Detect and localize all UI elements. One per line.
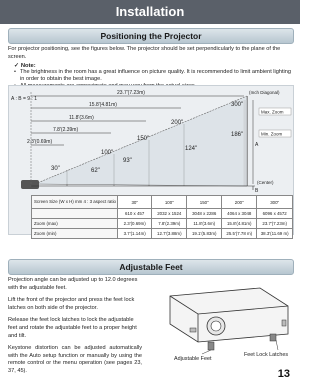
table-row xyxy=(32,196,293,209)
center-label: (Center) xyxy=(257,180,274,185)
adjustable-feet-label: Adjustable Feet xyxy=(174,356,212,362)
distance-table xyxy=(31,195,293,239)
latch-icon xyxy=(282,320,286,326)
table-cell: 7.8'(2.39m) xyxy=(152,219,187,229)
distance-100: 7.8'(2.39m) xyxy=(53,127,79,133)
table-cell: 6096 x 4572 xyxy=(257,209,293,219)
size-200: 200" xyxy=(171,120,184,126)
table-cell: 610 x 457 xyxy=(117,209,151,219)
table-cell: 3.7'(1.14m) xyxy=(117,229,151,239)
note-label: Note: xyxy=(20,63,36,69)
distance-150: 11.8'(3.6m) xyxy=(69,115,94,121)
table-cell: 11.8'(3.6m) xyxy=(187,219,222,229)
latch-icon xyxy=(190,328,196,332)
feet-paragraph: Projection angle can be adjusted up to 12.0 degrees with the adjustable feet. xyxy=(8,277,138,291)
max-zoom-label: Max. Zoom xyxy=(261,109,284,115)
column-header: 100" xyxy=(152,196,187,209)
table-cell: 2032 x 1524 xyxy=(152,209,187,219)
size-300: 300" xyxy=(231,102,244,108)
zoom-min-label: Zoom (min) xyxy=(32,229,118,239)
table-cell: 19.1'(5.83m) xyxy=(187,229,222,239)
page-number: 13 xyxy=(277,368,290,380)
table-cell: 4064 x 3048 xyxy=(222,209,257,219)
label-b: B xyxy=(255,188,259,194)
screen-size-header: Screen Size (W x H) mm 4 : 3 aspect ratio xyxy=(32,196,118,209)
table-row xyxy=(32,229,293,239)
table-cell: 25.5'(7.78 m) xyxy=(222,229,257,239)
adjustable-foot-icon xyxy=(208,342,214,350)
projector-feet-illustration xyxy=(150,276,296,360)
table-cell: 3048 x 2286 xyxy=(187,209,222,219)
column-header: 150" xyxy=(187,196,222,209)
size-62: 62" xyxy=(91,168,100,174)
size-30: 30" xyxy=(51,166,60,172)
feet-lock-latches-label: Feet Lock Latches xyxy=(244,352,289,358)
table-row xyxy=(32,219,293,229)
intro-paragraph: For projector positioning, see the figures below. The projector should be set perpendicularly to the plane of the screen. xyxy=(8,46,281,60)
page-title: Installation xyxy=(0,0,300,24)
size-186: 186" xyxy=(231,132,244,138)
table-cell: 15.8'(4.81m) xyxy=(222,219,257,229)
table-row xyxy=(32,209,293,219)
size-93: 93" xyxy=(123,158,132,164)
inch-diagonal-label: (Inch Diagonal) xyxy=(249,90,280,95)
size-150: 150" xyxy=(137,136,150,142)
column-header: 300" xyxy=(257,196,293,209)
column-header: 30" xyxy=(117,196,151,209)
size-124: 124" xyxy=(185,146,198,152)
feet-paragraph: Release the feet lock latches to lock the adjustable feet and rotate the adjustable feet to a proper height and tilt. xyxy=(8,317,137,339)
check-icon: ✓ xyxy=(14,63,19,69)
note-item: • The brightness in the room has a great influence on picture quality. It is recommended to limit ambient lighting in order to obtain the best image. xyxy=(14,69,292,83)
size-100: 100" xyxy=(101,150,114,156)
table-cell: 38.3'(11.69 m) xyxy=(257,229,293,239)
distance-200: 15.8'(4.81m) xyxy=(89,102,117,108)
min-zoom-label: Min. Zoom xyxy=(261,131,283,137)
aspect-label: A : B = 9 : 1 xyxy=(11,96,37,102)
feet-paragraph: Lift the front of the projector and press the feet lock latches on both side of the projector. xyxy=(8,297,135,311)
table-cell: 23.7'(7.23m) xyxy=(257,219,293,229)
label-a: A xyxy=(255,142,259,148)
section-heading-positioning: Positioning the Projector xyxy=(8,28,294,44)
column-header: 200" xyxy=(222,196,257,209)
dims-row-label xyxy=(32,209,118,219)
distance-300: 23.7'(7.23m) xyxy=(117,90,145,96)
feet-paragraph: Keystone distortion can be adjusted automatically with the Auto setup function or manually by using the remote control or the menu operation (see pages 23, 37, 45). xyxy=(8,345,142,374)
section-heading-adjustable-feet: Adjustable Feet xyxy=(8,259,294,275)
zoom-max-label: Zoom (max) xyxy=(32,219,118,229)
feet-paragraphs xyxy=(8,277,142,376)
projector-icon xyxy=(21,180,39,189)
table-cell: 2.3'(0.69m) xyxy=(117,219,151,229)
distance-30: 2.3'(0.69m) xyxy=(27,139,53,145)
adjustable-foot-icon xyxy=(270,334,276,341)
throw-distance-panel xyxy=(8,85,294,235)
table-cell: 12.7'(3.88m) xyxy=(152,229,187,239)
